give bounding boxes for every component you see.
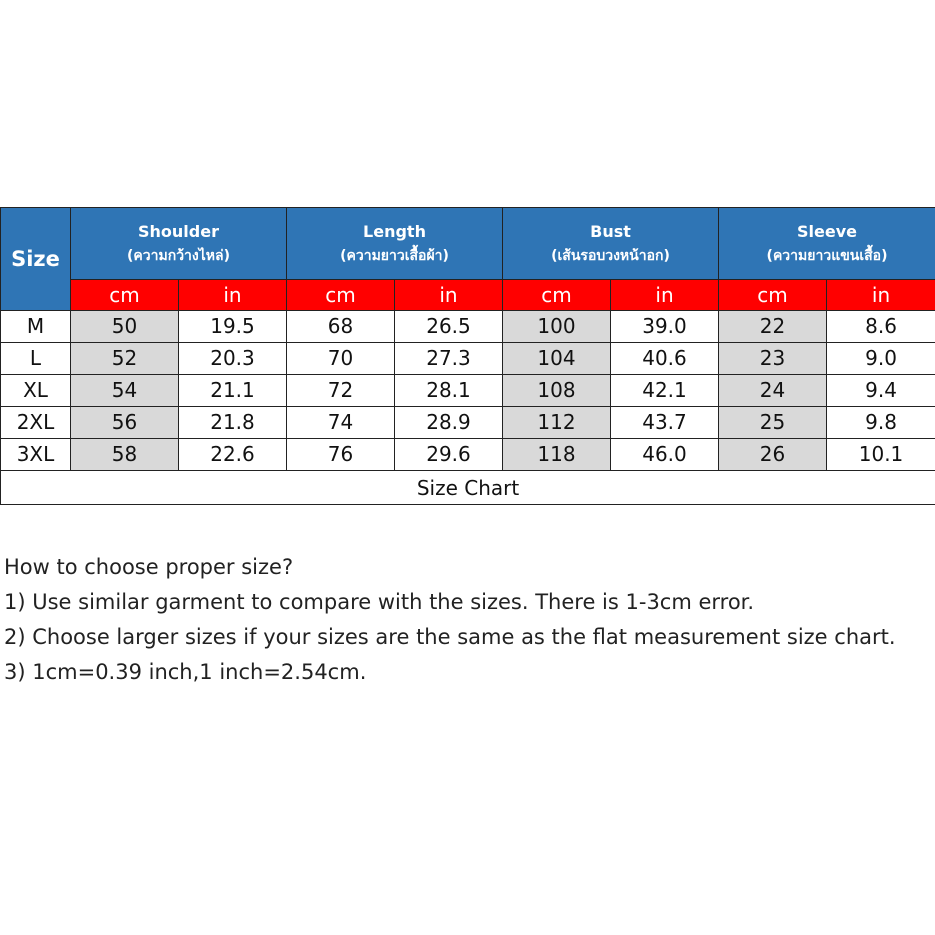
- value-cell: 56: [71, 407, 179, 439]
- size-chart-table: [0, 207, 935, 505]
- value-cell: 24: [719, 375, 827, 407]
- value-cell: 50: [71, 311, 179, 343]
- unit-cell: in: [179, 280, 287, 311]
- value-cell: 22: [719, 311, 827, 343]
- value-cell: 8.6: [827, 311, 935, 343]
- value-cell: 22.6: [179, 439, 287, 471]
- value-cell: 52: [71, 343, 179, 375]
- header-sleeve-name: Sleeve: [797, 221, 858, 241]
- table-caption: Size Chart: [1, 471, 935, 505]
- header-sleeve-sub: (ความยาวแขนเสื้อ): [766, 247, 888, 264]
- note-line: 2) Choose larger sizes if your sizes are the same as the flat measurement size chart.: [4, 625, 896, 649]
- value-cell: 43.7: [611, 407, 719, 439]
- table-row: [1, 375, 935, 407]
- notes-title: How to choose proper size?: [4, 555, 294, 579]
- value-cell: 26.5: [395, 311, 503, 343]
- value-cell: 9.8: [827, 407, 935, 439]
- header-length-sub: (ความยาวเสื้อผ้า): [340, 247, 449, 264]
- note-line: 1) Use similar garment to compare with the sizes. There is 1-3cm error.: [4, 590, 755, 614]
- table-row: [1, 343, 935, 375]
- value-cell: 54: [71, 375, 179, 407]
- value-cell: 9.0: [827, 343, 935, 375]
- value-cell: 9.4: [827, 375, 935, 407]
- value-cell: 39.0: [611, 311, 719, 343]
- unit-cell: cm: [503, 280, 611, 311]
- value-cell: 118: [503, 439, 611, 471]
- header-shoulder: [71, 208, 287, 280]
- value-cell: 74: [287, 407, 395, 439]
- header-sleeve: [719, 208, 935, 280]
- value-cell: 104: [503, 343, 611, 375]
- unit-cell: cm: [287, 280, 395, 311]
- value-cell: 25: [719, 407, 827, 439]
- value-cell: 26: [719, 439, 827, 471]
- unit-cell: in: [827, 280, 935, 311]
- value-cell: 19.5: [179, 311, 287, 343]
- value-cell: 76: [287, 439, 395, 471]
- unit-row: [1, 280, 935, 311]
- value-cell: 21.8: [179, 407, 287, 439]
- size-cell: 2XL: [1, 407, 71, 439]
- value-cell: 112: [503, 407, 611, 439]
- note-line: 3) 1cm=0.39 inch,1 inch=2.54cm.: [4, 660, 367, 684]
- header-bust-sub: (เส้นรอบวงหน้าอก): [551, 247, 670, 264]
- value-cell: 28.9: [395, 407, 503, 439]
- value-cell: 40.6: [611, 343, 719, 375]
- sizing-notes: [4, 550, 934, 690]
- value-cell: 27.3: [395, 343, 503, 375]
- size-cell: 3XL: [1, 439, 71, 471]
- table-row: [1, 439, 935, 471]
- header-length-name: Length: [363, 221, 426, 241]
- table-row: [1, 407, 935, 439]
- unit-cell: in: [611, 280, 719, 311]
- size-header: Size: [1, 208, 71, 311]
- value-cell: 20.3: [179, 343, 287, 375]
- value-cell: 108: [503, 375, 611, 407]
- size-cell: M: [1, 311, 71, 343]
- unit-cell: cm: [719, 280, 827, 311]
- size-cell: L: [1, 343, 71, 375]
- value-cell: 28.1: [395, 375, 503, 407]
- header-shoulder-sub: (ความกว้างไหล่): [127, 247, 230, 264]
- header-shoulder-name: Shoulder: [138, 221, 219, 241]
- header-bust-name: Bust: [590, 221, 631, 241]
- value-cell: 100: [503, 311, 611, 343]
- value-cell: 29.6: [395, 439, 503, 471]
- header-length: [287, 208, 503, 280]
- value-cell: 46.0: [611, 439, 719, 471]
- value-cell: 21.1: [179, 375, 287, 407]
- unit-cell: cm: [71, 280, 179, 311]
- header-row: [1, 208, 935, 280]
- header-bust: [503, 208, 719, 280]
- value-cell: 23: [719, 343, 827, 375]
- value-cell: 58: [71, 439, 179, 471]
- caption-row: [1, 471, 935, 505]
- table-row: [1, 311, 935, 343]
- value-cell: 42.1: [611, 375, 719, 407]
- value-cell: 70: [287, 343, 395, 375]
- size-cell: XL: [1, 375, 71, 407]
- unit-cell: in: [395, 280, 503, 311]
- value-cell: 68: [287, 311, 395, 343]
- value-cell: 10.1: [827, 439, 935, 471]
- value-cell: 72: [287, 375, 395, 407]
